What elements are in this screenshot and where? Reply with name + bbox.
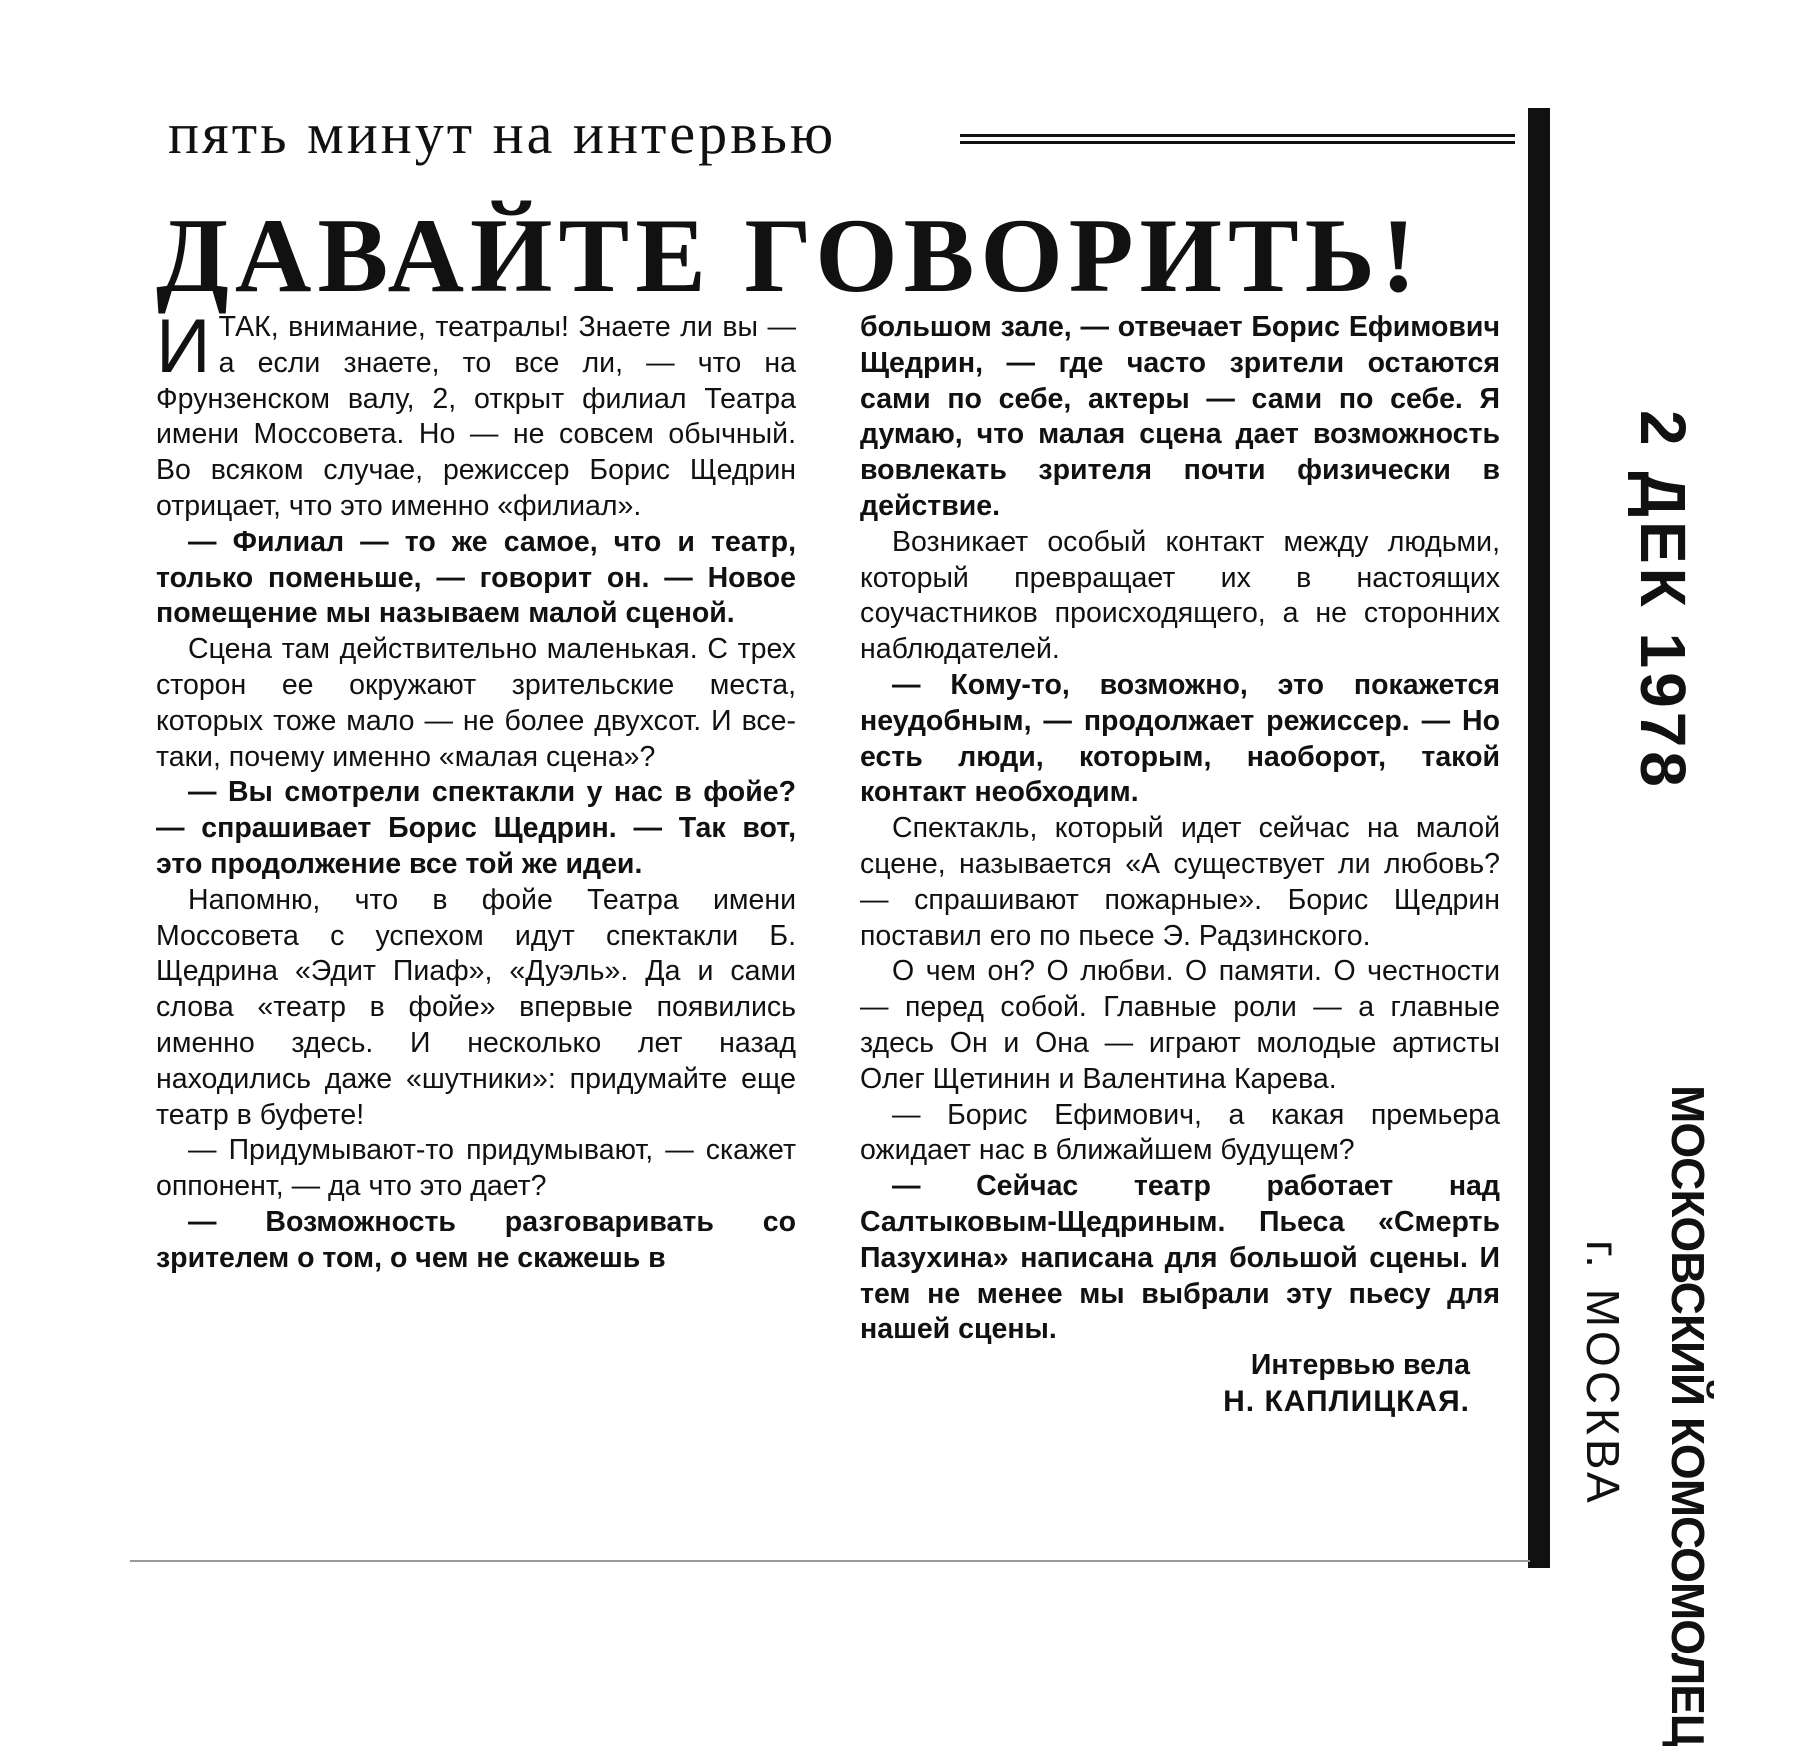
article-column-right <box>860 310 1500 1420</box>
paragraph: О чем он? О любви. О памяти. О честности — перед собой. Главные роли — а главные здесь Он и Она — играют молодые артисты Олег Щетинин и Валентина Карева. <box>860 955 1500 1095</box>
headline: ДАВАЙТЕ ГОВОРИТЬ! <box>156 197 1423 314</box>
clipping-edge <box>130 1560 1530 1562</box>
column-rule <box>1528 108 1550 1568</box>
byline-label: Интервью вела <box>1250 1349 1470 1382</box>
rubric: пять минут на интервью <box>168 101 837 166</box>
paragraph: — Сейчас театр работает над Салтыковым-Щедриным. Пьеса «Смерть Пазухина» написана для большой сцены. И тем не менее мы выбрали эту пьесу для нашей сцены. <box>860 1170 1500 1346</box>
stamp-date: 2 ДЕК 1978 <box>1627 410 1699 791</box>
paragraph: — Борис Ефимович, а какая премьера ожидает нас в ближайшем будущем? <box>860 1098 1500 1167</box>
paragraph: — Кому-то, возможно, это покажется неудобным, — продолжает режиссер. — Но есть люди, которым, наоборот, такой контакт необходим. <box>860 668 1500 809</box>
article-column-left <box>156 304 796 1277</box>
drop-cap: И <box>156 304 211 389</box>
paragraph: Напомню, что в фойе Театра имени Моссовета с успехом идут спектакли Б. Щедрина «Эдит Пиаф», «Дуэль». Да и сами слова «театр в фойе» впервые появились именно здесь. И несколько лет назад находились даже «шутники»: придумайте еще театр в буфете! <box>156 883 796 1131</box>
byline <box>860 1348 1470 1420</box>
paragraph: — Придумывают-то придумывают, — скажет оппонент, — да что это дает? <box>156 1134 796 1203</box>
paragraph: — Вы смотрели спектакли у нас в фойе? — спрашивает Борис Щедрин. — Так вот, это продолжение все той же идеи. <box>156 776 796 880</box>
paragraph: Возникает особый контакт между людьми, который превращает их в настоящих соучастников происходящего, а не сторонних наблюдателей. <box>860 525 1500 666</box>
paragraph: — Филиал — то же самое, что и театр, только поменьше, — говорит он. — Новое помещение мы называем малой сценой. <box>156 525 796 630</box>
byline-author: Н. КАПЛИЦКАЯ. <box>1223 1384 1470 1418</box>
paragraph: — Возможность разговаривать со зрителем о том, о чем не скажешь в <box>156 1205 796 1274</box>
stamp-city: г. МОСКВА <box>1577 1240 1629 1507</box>
paragraph: Сцена там действительно маленькая. С трех сторон ее окружают зрительские места, которых тоже мало — не более двухсот. И все-таки, почему именно «малая сцена»? <box>156 633 796 773</box>
paragraph: ИТАК, внимание, театралы! Знаете ли вы — а если знаете, то все ли, — что на Фрунзенском валу, 2, открыт филиал Театра имени Моссовета. Но — не совсем обычный. Во всяком случае, режиссер Борис Щедрин отрицает, что это именно «филиал». <box>156 304 796 522</box>
paragraph: Спектакль, который идет сейчас на малой сцене, называется «А существует ли любовь? — спрашивают пожарные». Борис Щедрин поставил его по пьесе Э. Радзинского. <box>860 812 1500 952</box>
newspaper-clipping <box>150 100 1520 1570</box>
stamp-newspaper: МОСКОВСКИЙ КОМСОМОЛЕЦ <box>1662 1085 1714 1746</box>
paragraph: большом зале, — отвечает Борис Ефимович Щедрин, — где часто зрители остаются сами по себе, актеры — сами по себе. Я думаю, что малая сцена дает возможность вовлекать зрителя почти физически в действие. <box>860 311 1500 522</box>
rubric-rule <box>960 134 1515 148</box>
